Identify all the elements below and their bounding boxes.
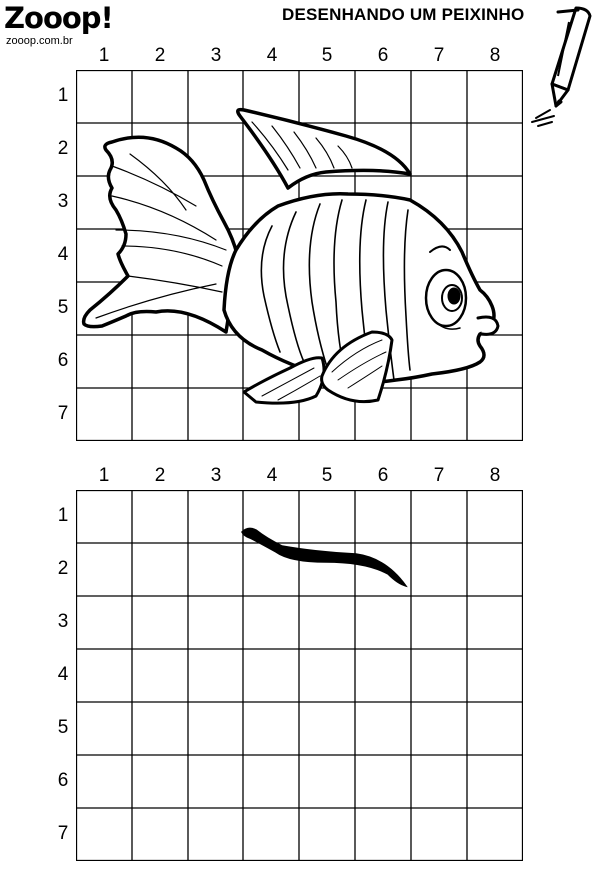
model-col-label: 3	[210, 45, 222, 66]
practice-col-label: 4	[266, 465, 278, 486]
site-url: zooop.com.br	[6, 35, 73, 47]
practice-row-label: 2	[57, 558, 69, 579]
model-col-label: 8	[489, 45, 501, 66]
practice-col-label: 1	[98, 465, 110, 486]
model-row-label: 2	[57, 138, 69, 159]
practice-row-label: 6	[57, 770, 69, 791]
practice-col-label: 6	[377, 465, 389, 486]
model-row-label: 3	[57, 191, 69, 212]
model-row-label: 4	[57, 244, 69, 265]
model-row-label: 7	[57, 403, 69, 424]
page-title: DESENHANDO UM PEIXINHO	[282, 5, 525, 24]
zooop-logo: Zooop!	[4, 1, 113, 35]
practice-col-label: 3	[210, 465, 222, 486]
fish-drawing	[84, 110, 498, 404]
model-col-label: 4	[266, 45, 278, 66]
practice-col-label: 2	[154, 465, 166, 486]
model-col-label: 2	[154, 45, 166, 66]
practice-grid-cells	[76, 490, 523, 861]
model-col-label: 5	[321, 45, 333, 66]
pencil-icon	[528, 2, 594, 128]
practice-row-label: 3	[57, 611, 69, 632]
model-col-label: 1	[98, 45, 110, 66]
practice-row-label: 4	[57, 664, 69, 685]
model-grid-cells	[76, 70, 523, 441]
practice-row-label: 1	[57, 505, 69, 526]
model-row-label: 5	[57, 297, 69, 318]
practice-col-label: 5	[321, 465, 333, 486]
model-col-label: 6	[377, 45, 389, 66]
practice-row-label: 5	[57, 717, 69, 738]
practice-row-label: 7	[57, 823, 69, 844]
model-row-label: 6	[57, 350, 69, 371]
practice-col-label: 7	[433, 465, 445, 486]
model-col-label: 7	[433, 45, 445, 66]
practice-col-label: 8	[489, 465, 501, 486]
starter-stroke	[242, 528, 406, 586]
model-row-label: 1	[57, 85, 69, 106]
